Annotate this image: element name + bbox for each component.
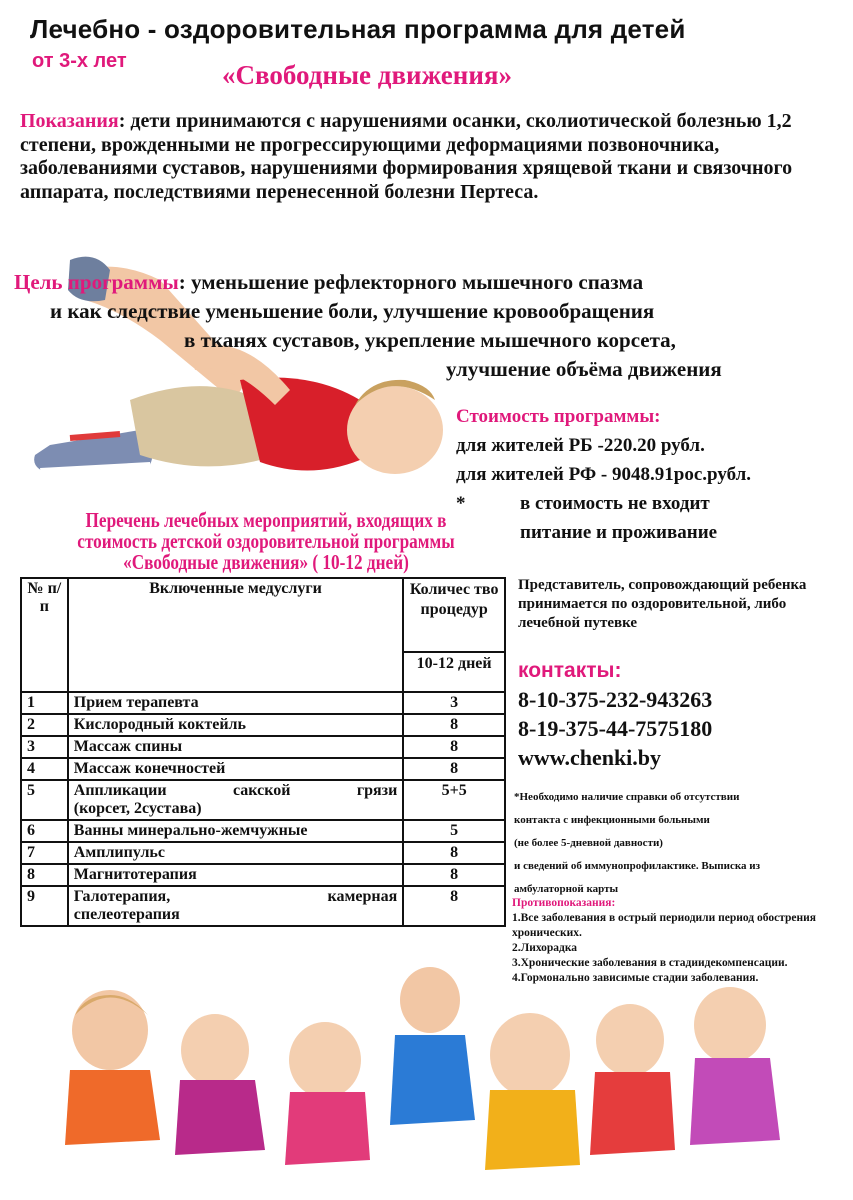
row-qty: 8 xyxy=(403,758,505,780)
page-title: Лечебно - оздоровительная программа для детей xyxy=(30,14,686,44)
services-list-title xyxy=(61,510,471,573)
row-service: Кислородный коктейль xyxy=(68,714,404,736)
contraindication-item: 4.Гормонально зависимые стадии заболевания. xyxy=(512,972,759,984)
cost-note-1: в стоимость не входит xyxy=(520,493,710,514)
table-header-days: 10-12 дней xyxy=(403,652,505,692)
row-qty: 8 xyxy=(403,864,505,886)
list-title-line-1: Перечень лечебных мероприятий, входящих в xyxy=(85,508,447,532)
row-qty: 5+5 xyxy=(403,780,505,820)
contraindications-heading: Противопоказания: xyxy=(512,897,616,909)
representative-note: Представитель, сопровождающий ребенка принимается по оздоровительной, либо лечебной путевке xyxy=(518,577,807,631)
phone-2[interactable]: 8-19-375-44-7575180 xyxy=(518,716,713,741)
table-row xyxy=(21,780,505,820)
table-row xyxy=(21,842,505,864)
row-qty: 8 xyxy=(403,736,505,758)
goal-paragraph xyxy=(14,268,814,384)
table-row xyxy=(21,692,505,714)
row-num: 5 xyxy=(21,780,68,820)
contacts-heading: контакты: xyxy=(518,659,622,682)
children-group-illustration xyxy=(40,960,840,1195)
row-qty: 3 xyxy=(403,692,505,714)
goal-line-1: : уменьшение рефлекторного мышечного спазма xyxy=(178,270,644,294)
services-table xyxy=(20,577,506,927)
row-service: Массаж конечностей xyxy=(68,758,404,780)
row-service: Ванны минерально-жемчужные xyxy=(68,820,404,842)
row-service-line-1: Аппликации сакской грязи xyxy=(73,782,398,799)
table-header-service: Включенные медуслуги xyxy=(68,578,404,692)
note-line: амбулаторной карты xyxy=(514,883,619,895)
row-service: Массаж спины xyxy=(68,736,404,758)
contraindication-item: 2.Лихорадка xyxy=(512,942,578,954)
indications-text: : дети принимаются с нарушениями осанки, сколиотической болезнью 1,2 степени, врожденными не прогрессирующими деформациями позвоночника, заболеваниями суставов, нарушениями формирования хрящевой ткани и связочного аппарата, последствиями перенесенной болезни Пертеса. xyxy=(20,110,793,203)
row-qty: 5 xyxy=(403,820,505,842)
cost-note-2: питание и проживание xyxy=(520,522,718,543)
row-service xyxy=(68,780,404,820)
list-title-line-2: стоимость детской оздоровительной программы xyxy=(77,529,455,553)
indications-label: Показания xyxy=(20,110,119,132)
goal-line-4: улучшение объёма движения xyxy=(446,357,722,381)
table-row xyxy=(21,886,505,926)
table-header-qty: Количес тво процедур xyxy=(403,578,505,652)
note-line: и сведений об иммунопрофилактике. Выписка из xyxy=(514,860,761,872)
note-line: контакта с инфекционными больными xyxy=(514,814,710,826)
row-qty: 8 xyxy=(403,714,505,736)
table-row xyxy=(21,736,505,758)
goal-line-2: и как следствие уменьшение боли, улучшение кровообращения xyxy=(50,299,655,323)
cost-heading: Стоимость программы: xyxy=(456,406,661,427)
contacts-block xyxy=(518,656,712,772)
row-num: 1 xyxy=(21,692,68,714)
row-service-line-1: Галотерапия, камерная xyxy=(73,888,398,905)
cost-block xyxy=(456,402,846,547)
row-service: Амплипульс xyxy=(68,842,404,864)
list-title-line-3: «Свободные движения» ( 10-12 дней) xyxy=(123,550,409,574)
contraindication-item: 3.Хронические заболевания в стадиидекомпенсации. xyxy=(512,957,788,969)
website-link[interactable]: www.chenki.by xyxy=(518,745,662,770)
indications-paragraph xyxy=(20,110,840,204)
row-num: 2 xyxy=(21,714,68,736)
row-num: 9 xyxy=(21,886,68,926)
phone-1[interactable]: 8-10-375-232-943263 xyxy=(518,687,713,712)
note-line: (не более 5-дневной давности) xyxy=(514,837,663,849)
table-row xyxy=(21,864,505,886)
row-num: 8 xyxy=(21,864,68,886)
program-name: «Свободные движения» xyxy=(222,60,513,90)
contraindication-item: 1.Все заболевания в острый периодили период обострения хронических. xyxy=(512,912,816,939)
cost-rf: для жителей РФ - 9048.91рос.рубл. xyxy=(456,464,752,485)
table-row xyxy=(21,714,505,736)
requirements-note xyxy=(514,786,850,901)
row-num: 4 xyxy=(21,758,68,780)
goal-line-3: в тканях суставов, укрепление мышечного корсета, xyxy=(184,328,676,352)
row-service-line-2: (корсет, 2сустава) xyxy=(73,800,202,817)
row-num: 3 xyxy=(21,736,68,758)
contraindications-block xyxy=(512,896,852,986)
table-header-num: № п/п xyxy=(21,578,68,692)
row-service-line-2: спелеотерапия xyxy=(73,906,180,923)
row-num: 7 xyxy=(21,842,68,864)
age-label: от 3-х лет xyxy=(32,50,127,72)
row-service: Магнитотерапия xyxy=(68,864,404,886)
goal-label: Цель программы xyxy=(14,270,179,294)
row-num: 6 xyxy=(21,820,68,842)
row-service xyxy=(68,886,404,926)
cost-star: * xyxy=(456,493,466,514)
note-line: *Необходимо наличие справки об отсутствии xyxy=(514,791,740,803)
cost-rb: для жителей РБ -220.20 рубл. xyxy=(456,435,705,456)
row-service: Прием терапевта xyxy=(68,692,404,714)
table-row xyxy=(21,758,505,780)
row-qty: 8 xyxy=(403,842,505,864)
table-row xyxy=(21,820,505,842)
row-qty: 8 xyxy=(403,886,505,926)
